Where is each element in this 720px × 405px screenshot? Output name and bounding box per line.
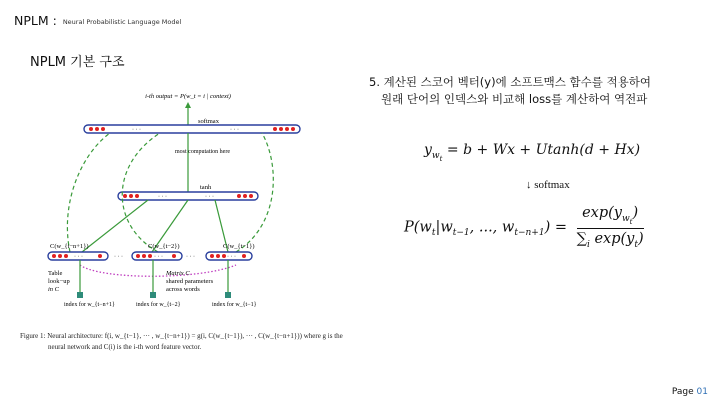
header-title: NPLM : <box>14 13 57 28</box>
c-box-ellipsis-2: · · · <box>154 254 163 260</box>
caption-line-1: Figure 1: Neural architecture: f(i, w_{t−1}, ··· , w_{t−n+1}) = g(i, C(w_{t−1}), ··· , C(w_{t−n+1})) where g is the <box>20 332 343 340</box>
table-label-2: look−up <box>48 278 70 285</box>
eq2-mid2: , ..., w <box>469 219 515 236</box>
eq1-lhs: y <box>424 142 432 158</box>
c-label-1: C(w_{t−n+1}) <box>50 243 89 250</box>
eq1-lhs-sub: w <box>431 150 440 161</box>
shared-label-1: shared parameters <box>166 278 214 285</box>
header-subtitle: Neural Probabilistic Language Model <box>62 18 182 26</box>
c-label-2: C(w_{t−2}) <box>148 243 180 250</box>
page-label: Page <box>671 387 697 397</box>
num-end: ) <box>632 205 639 221</box>
eq1-rhs: = b + Wx + Utanh(d + Hx) <box>442 142 641 158</box>
fraction-denominator <box>577 229 644 250</box>
c-label-3: C(w_{t−1}) <box>223 243 255 250</box>
index-square-1 <box>77 292 83 298</box>
step-description <box>369 74 651 108</box>
shared-label-2: across words <box>166 286 200 293</box>
step-line-2: 원래 단어의 인덱스와 비교해 loss를 계산하여 역전파 <box>381 92 648 106</box>
eq2-sub2: t−1 <box>452 228 470 239</box>
page-number <box>672 387 708 397</box>
eq2-mid: |w <box>435 219 453 236</box>
num-text: exp(y <box>582 205 622 221</box>
table-label-3: in C <box>48 286 60 293</box>
tanh-label: tanh <box>200 184 212 191</box>
output-label: i-th output = P(w_t = i | context) <box>145 93 231 100</box>
den-mid: exp(y <box>589 230 635 247</box>
table-label-1: Table <box>48 270 63 277</box>
eq2-sub1: t <box>431 228 436 239</box>
den-sub: i <box>586 239 590 250</box>
nplm-architecture-diagram <box>40 85 310 307</box>
c-box-ellipsis-3: · · · <box>227 254 236 260</box>
section-title: NPLM 기본 구조 <box>30 55 125 70</box>
den-end: ) <box>637 230 644 247</box>
output-arrowhead <box>185 102 191 108</box>
tanh-ellipsis-1: · · · <box>158 194 167 200</box>
between-boxes-ellipsis-2: · · · <box>186 254 195 260</box>
shared-parameters-link <box>80 265 236 276</box>
score-equation <box>424 142 640 163</box>
between-boxes-ellipsis: · · · <box>114 254 123 260</box>
softmax-arrow-label: ↓ softmax <box>526 179 570 191</box>
eq1-lhs-subsub: t <box>439 154 443 163</box>
index-label-1: index for w_{t−n+1} <box>64 302 115 307</box>
c1-to-tanh-link <box>82 200 148 252</box>
index-square-2 <box>150 292 156 298</box>
index-label-3: index for w_{t−1} <box>212 302 257 307</box>
softmax-layer-box <box>84 125 300 133</box>
index-label-2: index for w_{t−2} <box>136 302 181 307</box>
c-box-ellipsis-1: · · · <box>74 254 83 260</box>
sum-symbol: ∑ <box>576 230 587 247</box>
tanh-ellipsis-2: · · · <box>205 194 214 200</box>
step-line-1: 5. 계산된 스코어 벡터(y)에 소프트맥스 함수를 적용하여 <box>369 75 651 89</box>
num-sub: w <box>621 213 630 224</box>
header <box>14 13 181 28</box>
caption-line-2: neural network and C(i) is the i-th word feature vector. <box>48 343 202 351</box>
index-square-3 <box>225 292 231 298</box>
direct-link-1 <box>67 133 110 252</box>
fraction-numerator <box>577 205 644 229</box>
softmax-layer-label: softmax <box>198 118 219 125</box>
page-number-value: 01 <box>696 387 708 397</box>
num-subsub: t <box>629 217 633 226</box>
eq2-lhs: P(w <box>404 219 432 236</box>
computation-label: most computation here <box>175 149 230 155</box>
figure-caption <box>20 331 343 353</box>
softmax-equation <box>404 205 644 250</box>
eq2-sub3: t−n+1 <box>514 228 545 239</box>
softmax-fraction <box>577 205 644 250</box>
den-sub2: t <box>634 239 638 250</box>
softmax-ellipsis-2: · · · <box>230 127 239 133</box>
softmax-ellipsis-1: · · · <box>132 127 141 133</box>
eq2-end: ) = <box>544 219 567 236</box>
matrix-label: Matrix C <box>166 270 190 277</box>
